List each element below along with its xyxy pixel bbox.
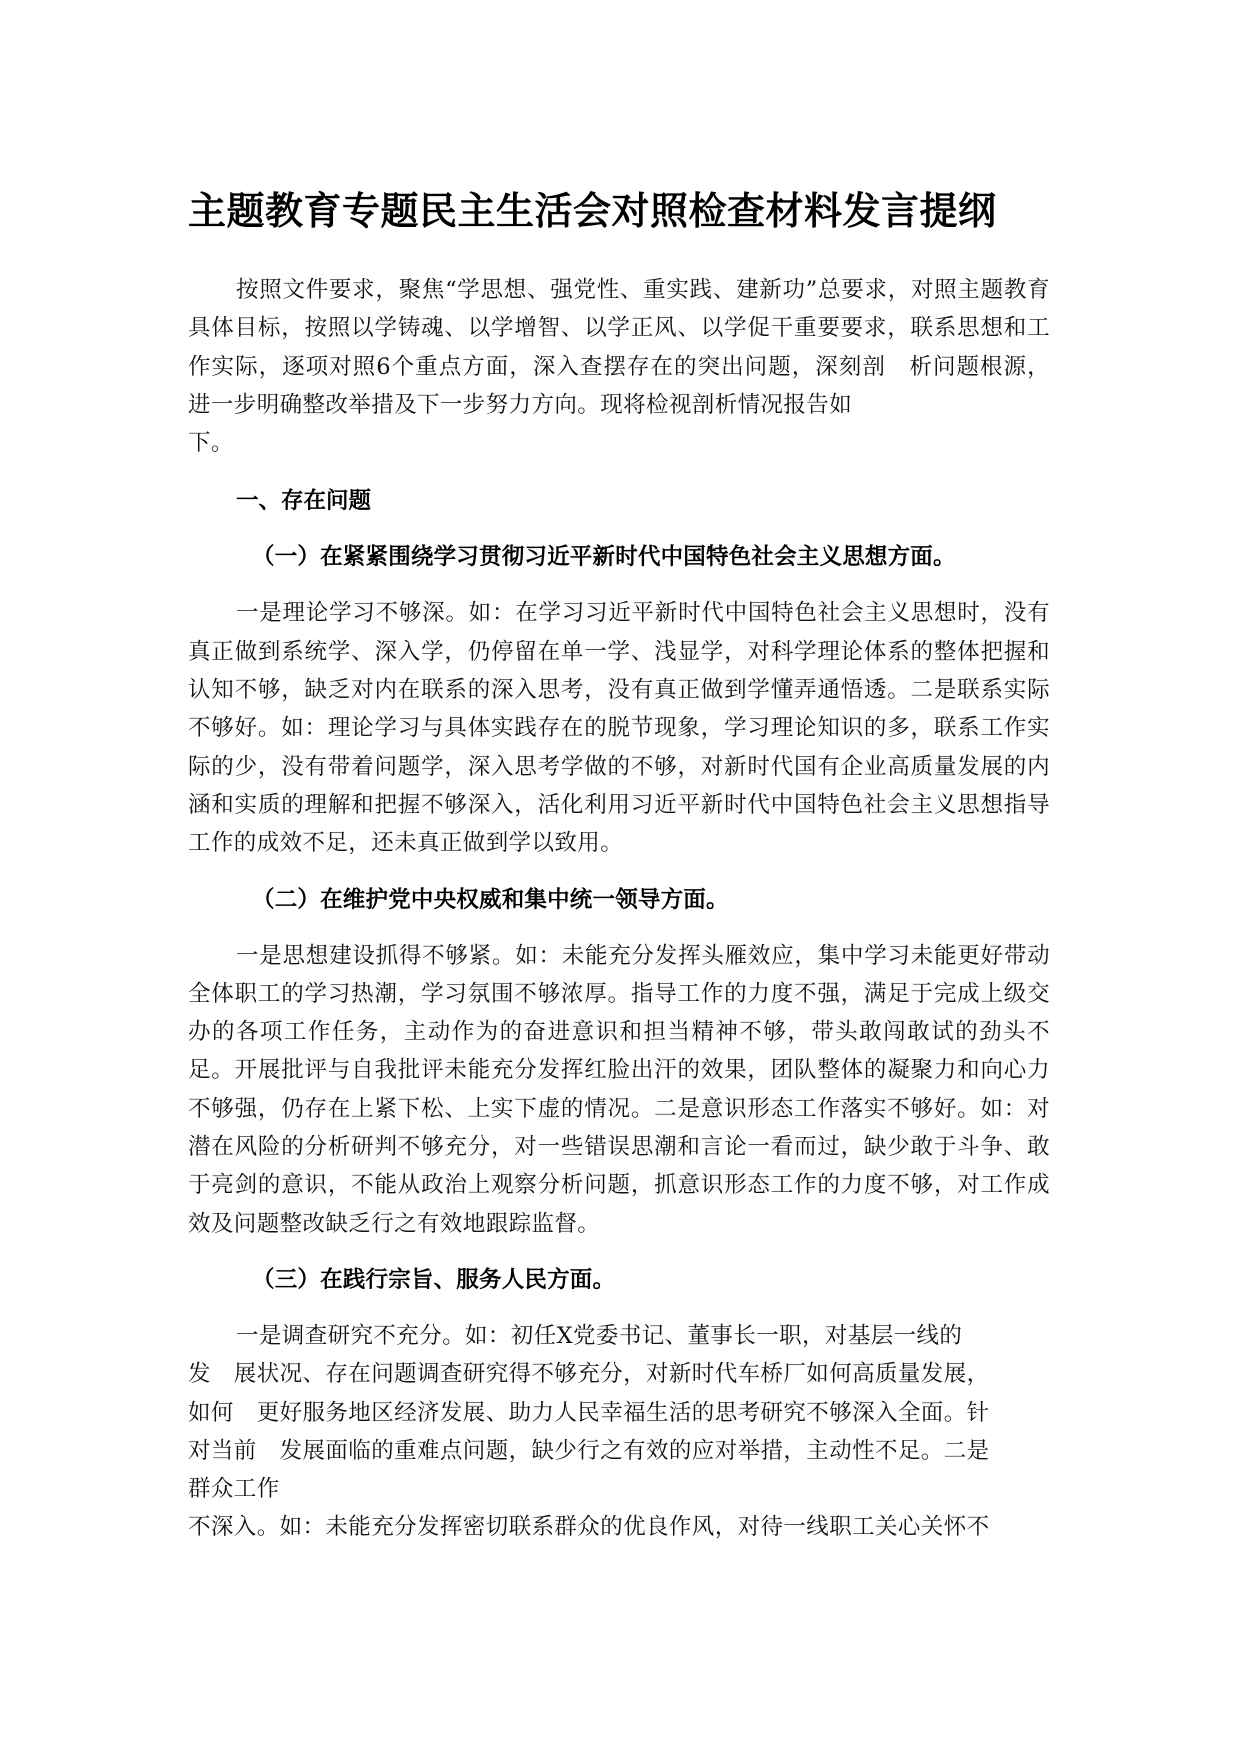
subsection-body-2: 一是思想建设抓得不够紧。如：未能充分发挥头雁效应，集中学习未能更好带动全体职工的学习热潮，学习氛围不够浓厚。指导工作的力度不强，满足于完成上级交办的各项工作任务，主动作为的奋进意识和担当精神不够，带头敢闯敢试的劲头不足。开展批评与自我批评未能充分发挥红脸出汗的效果，团队整体的凝聚力和向心力不够强，仍存在上紧下松、上实下虚的情况。二是意识形态工作落实不够好。如：对潜在风险的分析研判不够充分，对一些错误思潮和言论一看而过，缺少敢于斗争、敢于亮剑的意识，不能从政治上观察分析问题，抓意识形态工作的力度不够，对工作成效及问题整改缺乏行之有效地跟踪监督。	[188, 942, 1050, 1237]
subsection-body-3-line: 发 展状况、存在问题调查研究得不够充分，对新时代车桥厂如何高质量发展，	[188, 1361, 990, 1388]
intro-paragraph-tail: 下。	[188, 430, 234, 457]
subsection-heading-2: （二）在维护党中央权威和集中统一领导方面。	[252, 886, 729, 913]
spacer	[188, 919, 1050, 937]
spacer	[188, 863, 1050, 881]
subsection-heading-1: （一）在紧紧围绕学习贯彻习近平新时代中国特色社会主义思想方面。	[252, 544, 956, 571]
spacer	[188, 520, 1050, 538]
spacer	[188, 1243, 1050, 1261]
subsection-body-3-line: 如何 更好服务地区经济发展、助力人民幸福生活的思考研究不够深入全面。针	[188, 1399, 990, 1426]
section-heading-problems: 一、存在问题	[236, 488, 372, 515]
subsection-body-3-line: 不深入。如：未能充分发挥密切联系群众的优良作风，对待一线职工关心关怀不	[188, 1514, 990, 1541]
subsection-body-1: 一是理论学习不够深。如：在学习习近平新时代中国特色社会主义思想时，没有真正做到系统学、深入学，仍停留在单一学、浅显学，对科学理论体系的整体把握和认知不够，缺乏对内在联系的深入思考，没有真正做到学懂弄通悟透。二是联系实际不够好。如：理论学习与具体实践存在的脱节现象，学习理论知识的多，联系工作实际的少，没有带着问题学，深入思考学做的不够，对新时代国有企业高质量发展的内涵和实质的理解和把握不够深入，活化利用习近平新时代中国特色社会主义思想指导工作的成效不足，还未真正做到学以致用。	[188, 600, 1050, 857]
document-title: 主题教育专题民主生活会对照检查材料发言提纲	[188, 189, 997, 233]
spacer	[188, 462, 1050, 482]
subsection-body-3	[188, 1317, 1050, 1547]
spacer	[188, 576, 1050, 594]
spacer	[188, 237, 1050, 271]
subsection-body-3-line: 一是调查研究不充分。如：初任X党委书记、董事长一职，对基层一线的	[236, 1322, 963, 1349]
subsection-body-3-line: 对当前 发展面临的重难点问题，缺少行之有效的应对举措，主动性不足。二是	[188, 1437, 990, 1464]
subsection-heading-3: （三）在践行宗旨、服务人民方面。	[252, 1266, 616, 1293]
subsection-body-3-line: 群众工作	[188, 1476, 280, 1503]
spacer	[188, 1299, 1050, 1317]
intro-paragraph: 按照文件要求，聚焦“学思想、强党性、重实践、建新功”总要求，对照主题教育具体目标，按照以学铸魂、以学增智、以学正风、以学促干重要要求，联系思想和工作实际，逐项对照6个重点方面，深入查摆存在的突出问题，深刻剖 析问题根源，进一步明确整改举措及下一步努力方向。现将检视剖析情况报告如	[188, 277, 1050, 418]
document-body	[188, 185, 1050, 1547]
